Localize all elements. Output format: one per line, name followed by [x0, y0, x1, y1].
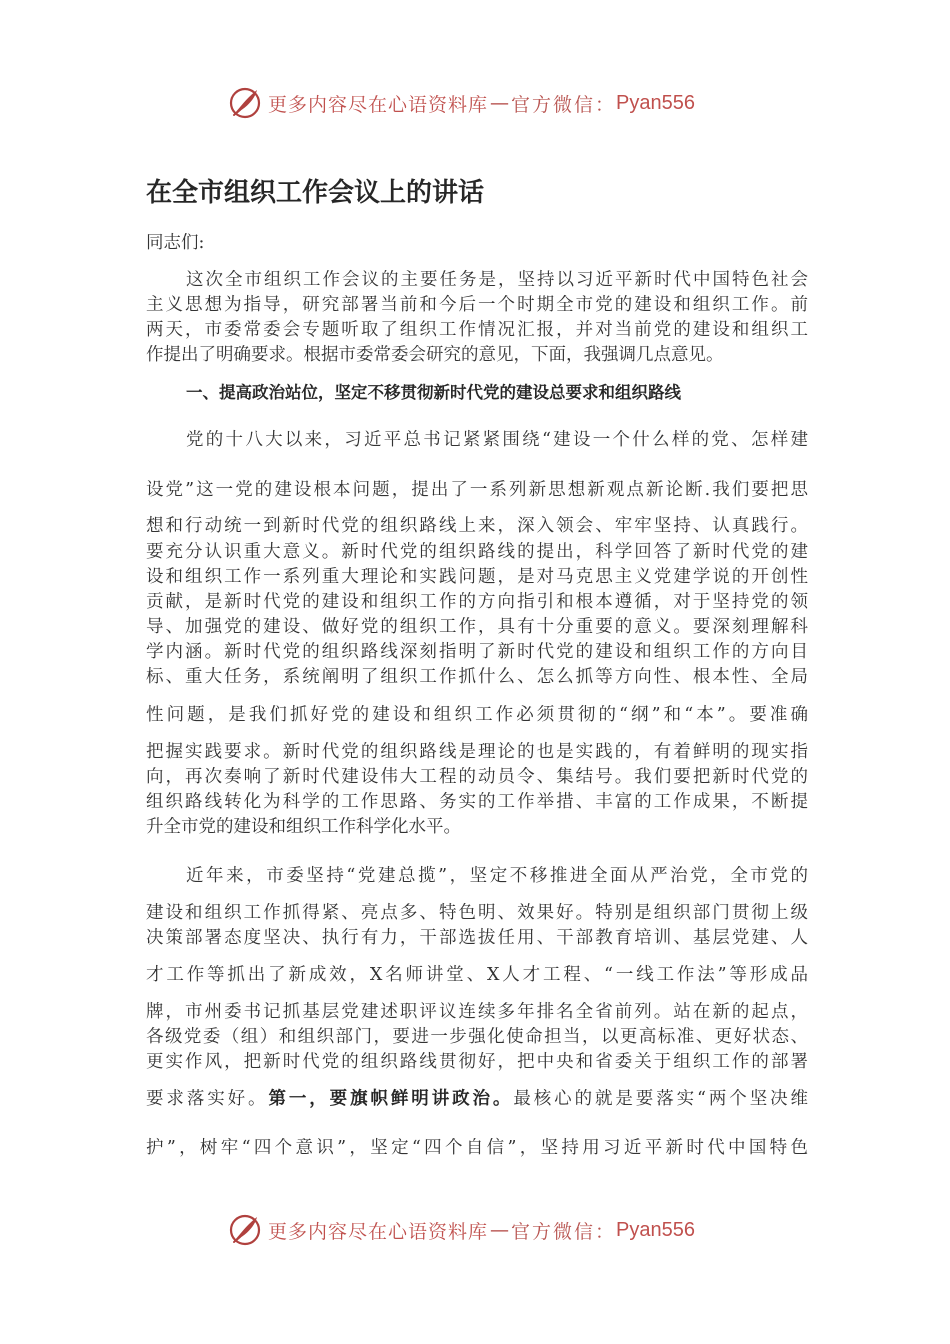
paragraph-3-line — [146, 1087, 808, 1112]
quill-pen-logo-icon — [228, 1213, 262, 1247]
paragraph-2-line: 升全市党的建设和组织工作科学化水平。 — [146, 817, 461, 837]
salutation: 同志们: — [146, 233, 205, 253]
paragraph-2-line: 标、重大任务，系统阐明了组织工作抓什么、怎么抓等方向性、根本性、全局 — [146, 667, 808, 687]
paragraph-2-line: 学内涵。新时代党的组织路线深刻指明了新时代党的建设和组织工作的方向目 — [146, 642, 808, 662]
paragraph-2-line: 组织路线转化为科学的工作思路、务实的工作举措、丰富的工作成果，不断提 — [146, 792, 808, 812]
watermark-separator: — — [490, 1219, 510, 1241]
paragraph-2-line: 贡献，是新时代党的建设和组织工作的方向指引和根本遵循，对于坚持党的领 — [146, 592, 808, 612]
paragraph-2-line: 导、加强党的建设、做好党的组织工作，具有十分重要的意义。要深刻理解科 — [146, 617, 808, 637]
paragraph-2-line: 党的十八大以来，习近平总书记紧紧围绕“建设一个什么样的党、怎样建 — [186, 430, 808, 450]
paragraph-2-line: 设和组织工作一系列重大理论和实践问题，是对马克思主义党建学说的开创性 — [146, 567, 808, 587]
paragraph-3-line: 牌，市州委书记抓基层党建述职评议连续多年排名全省前列。站在新的起点， — [146, 1002, 808, 1022]
watermark-brand-text: 更多内容尽在心语资料库 — [268, 93, 489, 116]
paragraph-2-line: 把握实践要求。新时代党的组织路线是理论的也是实践的，有着鲜明的现实指 — [146, 742, 808, 762]
point-one-emphasis: 第一，要旗帜鲜明讲政治。 — [268, 1089, 514, 1109]
paragraph-3-line: 护”，树牢“四个意识”，坚定“四个自信”，坚持用习近平新时代中国特色 — [146, 1138, 808, 1158]
paragraph-2-line: 向，再次奏响了新时代建设伟大工程的动员令、集结号。我们要把新时代党的 — [146, 767, 808, 787]
watermark-wechat-id: Pyan556 — [616, 91, 695, 114]
watermark-wechat-label: 官方微信： — [511, 1220, 617, 1243]
watermark-wechat-label: 官方微信： — [511, 93, 617, 116]
paragraph-3-line: 才工作等抓出了新成效，X名师讲堂、X人才工程、“一线工作法”等形成品 — [146, 965, 808, 985]
line-tail-text: 最核心的就是要落实“两个坚决维 — [513, 1089, 809, 1109]
paragraph-3-line: 各级党委（组）和组织部门，要进一步强化使命担当，以更高标准、更好状态、 — [146, 1027, 808, 1047]
paragraph-3-line: 建设和组织工作抓得紧、亮点多、特色明、效果好。特别是组织部门贯彻上级 — [146, 903, 808, 923]
watermark-separator: — — [490, 92, 510, 114]
paragraph-1-line: 主义思想为指导，研究部署当前和今后一个时期全市党的建设和组织工作。前 — [146, 295, 808, 315]
section-1-heading: 一、提高政治站位，坚定不移贯彻新时代党的建设总要求和组织路线 — [186, 383, 681, 402]
footer-watermark — [228, 1210, 695, 1250]
paragraph-3-line: 决策部署态度坚决、执行有力，干部选拔任用、干部教育培训、基层党建、人 — [146, 928, 808, 948]
paragraph-1-line: 作提出了明确要求。根据市委常委会研究的意见，下面，我强调几点意见。 — [146, 345, 724, 365]
paragraph-2-line: 设党”这一党的建设根本问题，提出了一系列新思想新观点新论断.我们要把思 — [146, 480, 808, 500]
paragraph-2-line: 想和行动统一到新时代党的组织路线上来，深入领会、牢牢坚持、认真践行。 — [146, 516, 808, 536]
paragraph-1-line: 两天，市委常委会专题听取了组织工作情况汇报，并对当前党的建设和组织工 — [146, 320, 808, 340]
paragraph-3-line: 近年来，市委坚持“党建总揽”，坚定不移推进全面从严治党，全市党的 — [186, 866, 808, 886]
watermark-wechat-id: Pyan556 — [616, 1218, 695, 1241]
document-title: 在全市组织工作会议上的讲话 — [146, 178, 485, 208]
paragraph-1-line: 这次全市组织工作会议的主要任务是，坚持以习近平新时代中国特色社会 — [186, 270, 808, 290]
paragraph-2-line: 要充分认识重大意义。新时代党的组织路线的提出，科学回答了新时代党的建 — [146, 542, 808, 562]
paragraph-2-line: 性问题，是我们抓好党的建设和组织工作必须贯彻的“纲”和“本”。要准确 — [146, 705, 808, 725]
quill-pen-logo-icon — [228, 86, 262, 120]
paragraph-3-line: 更实作风，把新时代党的组织路线贯彻好，把中央和省委关于组织工作的部署 — [146, 1052, 808, 1072]
header-watermark — [228, 83, 695, 123]
line-lead-text: 要求落实好。 — [146, 1089, 269, 1109]
watermark-brand-text: 更多内容尽在心语资料库 — [268, 1220, 489, 1243]
